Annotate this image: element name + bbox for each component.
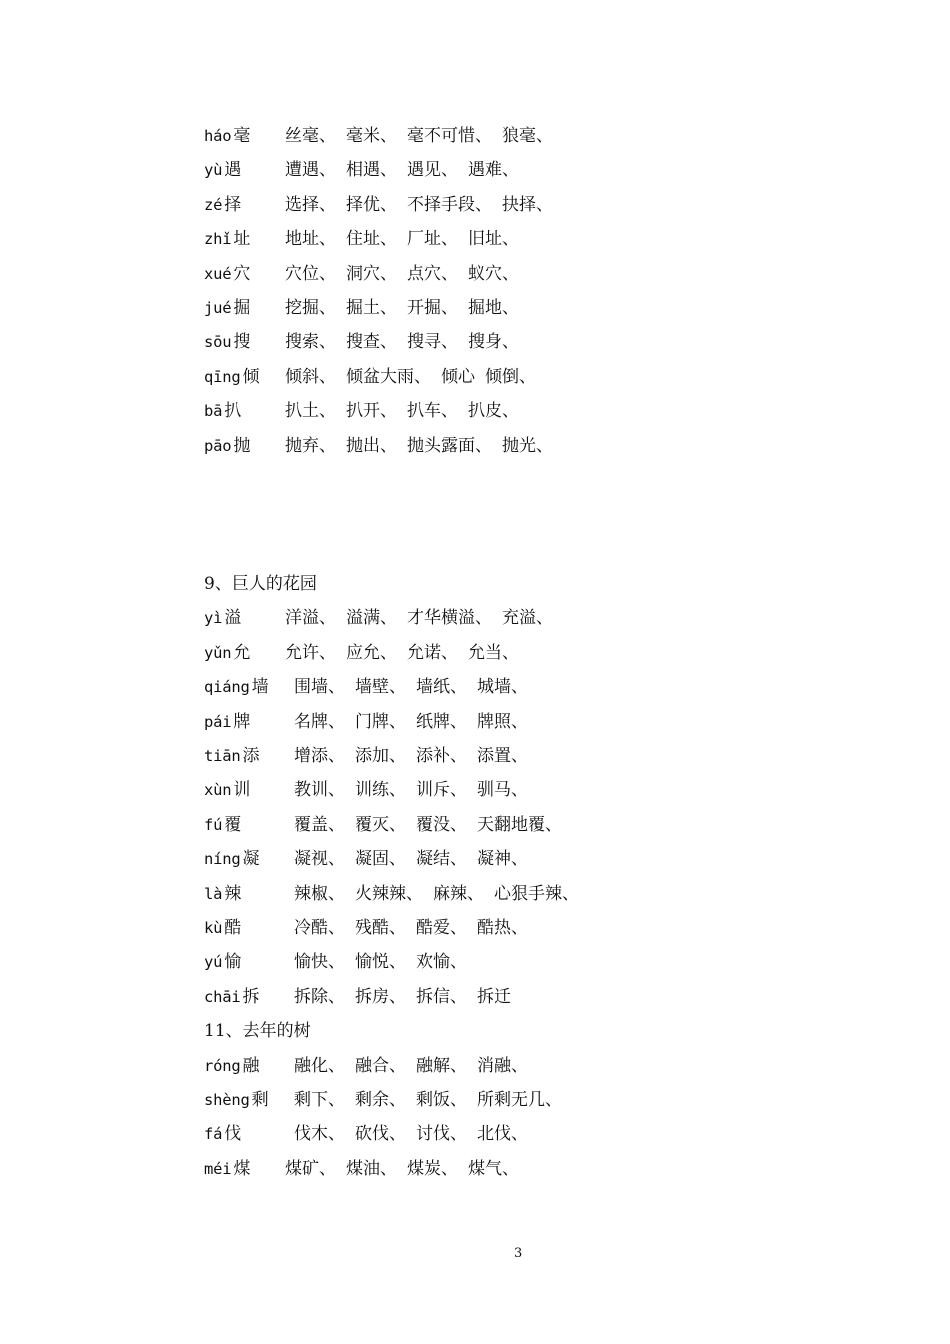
vocab-row [204, 707, 528, 737]
word: 遇难、 [468, 160, 519, 181]
pinyin: róng [204, 1056, 241, 1075]
word: 驯马、 [477, 780, 528, 801]
character: 伐 [224, 1124, 242, 1145]
word: 训练、 [355, 780, 406, 801]
word: 丝毫、 [285, 126, 336, 146]
word-list [294, 1119, 538, 1149]
word: 煤油、 [346, 1158, 397, 1179]
vocab-row [204, 638, 519, 668]
character: 墙 [251, 677, 269, 698]
vocab-row [204, 603, 553, 633]
word: 抛出、 [346, 435, 397, 456]
word: 墙壁、 [355, 677, 406, 698]
character: 酷 [224, 918, 242, 938]
word-list [294, 844, 538, 874]
character: 抛 [233, 435, 251, 456]
word: 挖掘、 [285, 298, 336, 318]
word: 地址、 [285, 229, 336, 250]
character: 添 [242, 746, 260, 766]
word-list [294, 775, 538, 805]
word: 不择手段、 [407, 194, 492, 215]
word: 讨伐、 [416, 1124, 467, 1145]
pinyin: xùn [204, 781, 232, 800]
word-list [294, 707, 538, 737]
word: 允当、 [468, 642, 519, 663]
word: 毫不可惜、 [407, 126, 492, 146]
word: 应允、 [346, 642, 397, 663]
word: 倾倒、 [485, 366, 536, 387]
word: 凝结、 [416, 849, 467, 870]
vocab-row [204, 741, 528, 771]
pinyin: pāo [204, 436, 232, 455]
word-list [285, 603, 563, 633]
word: 厂址、 [407, 229, 458, 250]
word: 愉悦、 [355, 952, 406, 973]
word-list [285, 431, 563, 461]
word: 扒车、 [407, 401, 458, 422]
word: 倾盆大雨、 [346, 366, 431, 387]
character: 剩 [251, 1090, 269, 1110]
word: 覆盖、 [294, 814, 345, 835]
word: 心狠手辣、 [494, 883, 579, 904]
word: 遇见、 [407, 160, 458, 181]
character: 训 [233, 780, 251, 801]
pinyin: xué [204, 264, 232, 283]
word: 拆除、 [294, 986, 345, 1007]
word: 添加、 [355, 746, 406, 766]
character: 愉 [224, 952, 242, 973]
word: 火辣辣、 [355, 883, 423, 904]
word-list [285, 396, 529, 426]
character: 煤 [233, 1158, 251, 1179]
word: 择优、 [346, 194, 397, 215]
word: 剩余、 [355, 1090, 406, 1110]
vocab-row [204, 190, 553, 220]
word: 添置、 [477, 746, 528, 766]
word: 搜查、 [346, 332, 397, 353]
pinyin: qiáng [204, 678, 250, 697]
word-list [285, 121, 563, 151]
page-number: 3 [514, 1246, 523, 1261]
word: 搜寻、 [407, 332, 458, 353]
word: 拆信、 [416, 986, 467, 1007]
word: 扒皮、 [468, 401, 519, 422]
word: 毫米、 [346, 126, 397, 146]
word: 煤炭、 [407, 1158, 458, 1179]
word: 城墙、 [477, 677, 528, 698]
word: 伐木、 [294, 1124, 345, 1145]
word: 洞穴、 [346, 263, 397, 284]
word: 融解、 [416, 1055, 467, 1076]
word: 搜身、 [468, 332, 519, 353]
word: 抛光、 [502, 435, 553, 456]
word: 允许、 [285, 642, 336, 663]
word: 开掘、 [407, 298, 458, 318]
pinyin: tiān [204, 747, 241, 765]
word: 墙纸、 [416, 677, 467, 698]
pinyin: fá [204, 1125, 223, 1144]
vocab-row [204, 293, 519, 323]
word: 教训、 [294, 780, 345, 801]
word: 扒开、 [346, 401, 397, 422]
word: 添补、 [416, 746, 467, 766]
section-heading: 11、去年的树 [204, 1021, 311, 1042]
word: 酷爱、 [416, 918, 467, 938]
word: 牌照、 [477, 711, 528, 732]
word: 旧址、 [468, 229, 519, 250]
character: 允 [233, 642, 251, 663]
vocab-row [204, 1051, 528, 1081]
word: 凝神、 [477, 849, 528, 870]
character: 溢 [224, 608, 242, 629]
character: 辣 [224, 883, 242, 904]
word-list [294, 879, 589, 909]
character: 牌 [233, 711, 251, 732]
word: 欢愉、 [416, 952, 467, 973]
word: 穴位、 [285, 263, 336, 284]
word-list [285, 155, 529, 185]
word-list [294, 672, 538, 702]
word: 蚁穴、 [468, 263, 519, 284]
character: 拆 [242, 986, 260, 1007]
word-list [294, 741, 538, 771]
pinyin: zé [204, 195, 223, 214]
vocab-row [204, 259, 519, 289]
word: 掘土、 [346, 298, 397, 318]
word: 倾心 [441, 366, 475, 387]
vocab-row [204, 155, 519, 185]
word: 天翻地覆、 [477, 814, 562, 835]
character: 遇 [224, 160, 242, 181]
word: 扒土、 [285, 401, 336, 422]
word: 洋溢、 [285, 608, 336, 629]
word: 融合、 [355, 1055, 406, 1076]
vocab-row [204, 879, 579, 909]
word-list [294, 947, 477, 977]
word: 抉择、 [502, 194, 553, 215]
pinyin: là [204, 884, 223, 903]
character: 覆 [224, 814, 242, 835]
vocab-row [204, 1085, 562, 1115]
word: 名牌、 [294, 711, 345, 732]
section-heading: 9、巨人的花园 [204, 574, 317, 594]
pinyin: háo [204, 127, 232, 145]
word: 融化、 [294, 1055, 345, 1076]
word: 允诺、 [407, 642, 458, 663]
pinyin: zhǐ [204, 230, 232, 249]
word: 点穴、 [407, 263, 458, 284]
character: 掘 [233, 298, 251, 318]
vocab-row [204, 224, 519, 254]
pinyin: shèng [204, 1091, 250, 1109]
word-list [285, 327, 529, 357]
word: 充溢、 [502, 608, 553, 629]
word: 愉快、 [294, 952, 345, 973]
word: 围墙、 [294, 677, 345, 698]
pinyin: bā [204, 402, 223, 421]
vocab-row [204, 913, 528, 943]
word-list [294, 982, 521, 1012]
word: 抛头露面、 [407, 435, 492, 456]
character: 搜 [233, 332, 251, 353]
vocab-row [204, 1119, 528, 1149]
word: 训斥、 [416, 780, 467, 801]
word: 溢满、 [346, 608, 397, 629]
pinyin: kù [204, 919, 223, 937]
word: 门牌、 [355, 711, 406, 732]
word-list [294, 1051, 538, 1081]
character: 择 [224, 194, 242, 215]
word: 北伐、 [477, 1124, 528, 1145]
vocab-row [204, 947, 467, 977]
character: 穴 [233, 263, 251, 284]
word: 狼毫、 [502, 126, 553, 146]
word-list [294, 1085, 572, 1115]
pinyin: fú [204, 815, 223, 834]
pinyin: méi [204, 1159, 232, 1178]
character: 倾 [242, 366, 260, 387]
word-list [285, 190, 563, 220]
pinyin: chāi [204, 987, 241, 1006]
vocab-row [204, 362, 536, 392]
word-list [285, 293, 529, 323]
word: 冷酷、 [294, 918, 345, 938]
word: 砍伐、 [355, 1124, 406, 1145]
word: 煤气、 [468, 1158, 519, 1179]
word: 所剩无几、 [477, 1090, 562, 1110]
word: 遭遇、 [285, 160, 336, 181]
word: 凝固、 [355, 849, 406, 870]
pinyin: jué [204, 299, 232, 317]
vocab-row [204, 1154, 519, 1184]
pinyin: yù [204, 161, 223, 180]
character: 毫 [233, 126, 251, 146]
vocab-row [204, 431, 553, 461]
vocab-row [204, 327, 519, 357]
word: 酷热、 [477, 918, 528, 938]
word-list [285, 224, 529, 254]
vocab-row [204, 396, 519, 426]
word: 煤矿、 [285, 1158, 336, 1179]
word: 消融、 [477, 1055, 528, 1076]
word: 覆灭、 [355, 814, 406, 835]
word: 拆房、 [355, 986, 406, 1007]
word: 才华横溢、 [407, 608, 492, 629]
pinyin: níng [204, 850, 241, 869]
word-list [285, 259, 529, 289]
pinyin: qīng [204, 367, 241, 386]
character: 扒 [224, 401, 242, 422]
vocab-row [204, 982, 511, 1012]
word: 凝视、 [294, 849, 345, 870]
pinyin: yì [204, 609, 223, 628]
word: 纸牌、 [416, 711, 467, 732]
word: 剩下、 [294, 1090, 345, 1110]
word: 掘地、 [468, 298, 519, 318]
word-list [285, 638, 529, 668]
word-list [285, 362, 546, 392]
vocab-row [204, 810, 562, 840]
pinyin: pái [204, 712, 232, 731]
word: 残酷、 [355, 918, 406, 938]
word: 选择、 [285, 194, 336, 215]
character: 凝 [242, 849, 260, 870]
character: 址 [233, 229, 251, 250]
word: 覆没、 [416, 814, 467, 835]
pinyin: sōu [204, 333, 232, 352]
word: 住址、 [346, 229, 397, 250]
word: 麻辣、 [433, 883, 484, 904]
word-list [294, 913, 538, 943]
word-list [294, 810, 572, 840]
character: 融 [242, 1055, 260, 1076]
word: 搜索、 [285, 332, 336, 353]
vocab-row [204, 121, 553, 151]
word: 拆迁 [477, 986, 511, 1007]
vocab-row [204, 775, 528, 805]
word: 增添、 [294, 746, 345, 766]
vocab-row [204, 672, 528, 702]
word: 相遇、 [346, 160, 397, 181]
word: 辣椒、 [294, 883, 345, 904]
word: 倾斜、 [285, 366, 336, 387]
word-list [285, 1154, 529, 1184]
word: 剩饭、 [416, 1090, 467, 1110]
vocab-row [204, 844, 528, 874]
word: 抛弃、 [285, 435, 336, 456]
pinyin: yú [204, 953, 223, 972]
pinyin: yǔn [204, 643, 232, 662]
